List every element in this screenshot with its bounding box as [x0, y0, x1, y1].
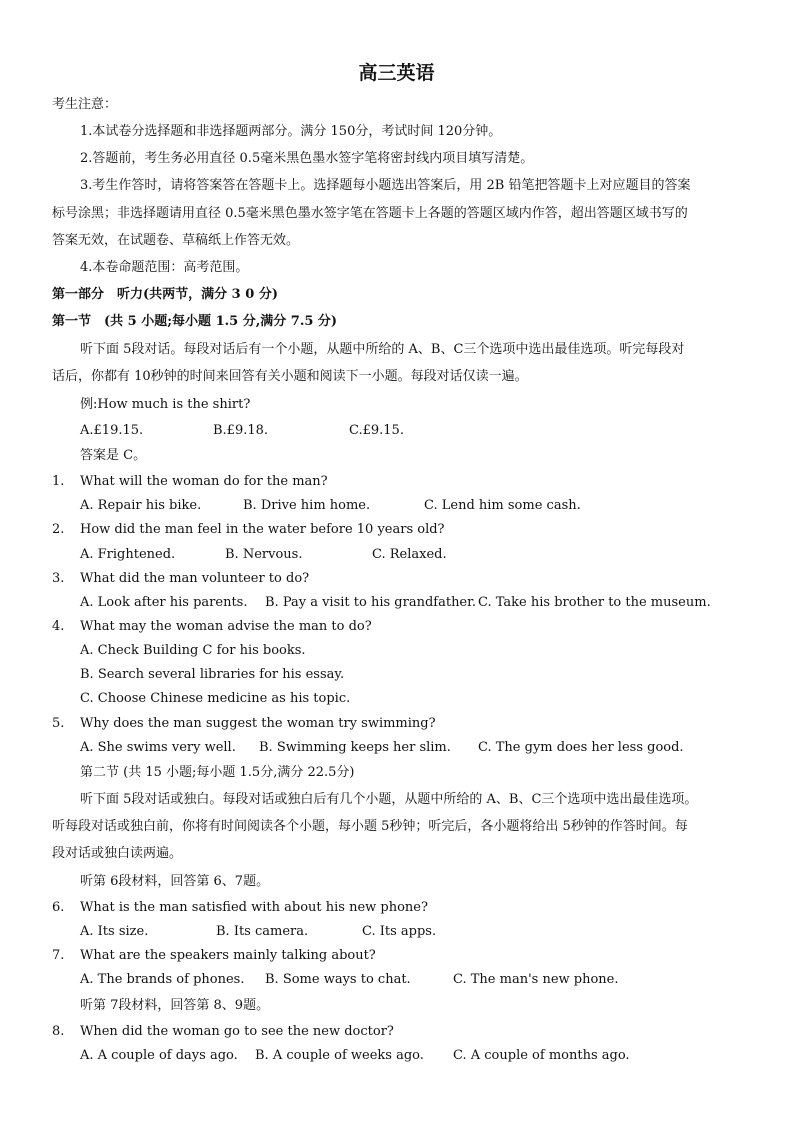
question-text: What will the woman do for the man? — [80, 474, 328, 489]
section2-instruction-line-2: 听每段对话或独白前，你将有时间阅读各个小题，每小题 5秒钟；听完后，各小题将给出 5秒钟的作答时间。每 — [52, 819, 688, 834]
question-number: 1. — [52, 474, 65, 489]
question-text: What did the man volunteer to do? — [80, 571, 310, 586]
question-text: How did the man feel in the water before 10 years old? — [80, 522, 445, 537]
option-b: B. Its camera. — [216, 924, 309, 939]
section2-instruction-line-3: 段对话或独白读两遍。 — [52, 846, 183, 861]
notice-item-3-line-2: 标号涂黑；非选择题请用直径 0.5毫米黑色墨水签字笔在答题卡上各题的答题区域内作答，超出答题区域书写的 — [52, 206, 688, 221]
question-number: 7. — [52, 948, 65, 963]
question-text: What is the man satisfied with about his new phone? — [80, 900, 428, 915]
section2-instruction-line-1: 听下面 5段对话或独白。每段对话或独白后有几个小题，从题中所给的 A、B、C三个选项中选出最佳选项。 — [80, 792, 698, 807]
option-c: C. Lend him some cash. — [424, 498, 581, 513]
option-c: C. A couple of months ago. — [453, 1048, 630, 1063]
option-a: A. Check Building C for his books. — [80, 643, 306, 658]
option-a: A. Frightened. — [80, 547, 176, 562]
option-b: B. Nervous. — [225, 547, 303, 562]
question-text: What are the speakers mainly talking about? — [80, 948, 376, 963]
option-c: C. Its apps. — [362, 924, 437, 939]
notice-heading: 考生注意： — [52, 97, 118, 112]
notice-item-3-line-3: 答案无效，在试题卷、草稿纸上作答无效。 — [52, 233, 300, 248]
question-number: 4. — [52, 619, 65, 634]
question-number: 8. — [52, 1024, 65, 1039]
question-number: 3. — [52, 571, 65, 586]
option-c: C. The man's new phone. — [453, 972, 619, 987]
example-question: 例:How much is the shirt? — [80, 397, 251, 412]
option-b: B. Drive him home. — [243, 498, 371, 513]
option-b: B. Search several libraries for his essay. — [80, 667, 345, 682]
option-a: A. She swims very well. — [80, 740, 236, 755]
question-text: What may the woman advise the man to do? — [80, 619, 372, 634]
question-number: 2. — [52, 522, 65, 537]
notice-item-3-line-1: 3.考生作答时，请将答案答在答题卡上。选择题每小题选出答案后，用 2B 铅笔把答题卡上对应题目的答案 — [80, 178, 691, 193]
option-a: A. The brands of phones. — [80, 972, 245, 987]
option-c: C. Take his brother to the museum. — [478, 595, 711, 610]
example-option-a: A.£19.15. — [80, 423, 144, 438]
option-b: B. Pay a visit to his grandfather. — [265, 595, 477, 610]
page-title: 高三英语 — [358, 62, 435, 84]
option-a: A. A couple of days ago. — [80, 1048, 238, 1063]
option-c: C. Choose Chinese medicine as his topic. — [80, 691, 351, 706]
option-b: B. A couple of weeks ago. — [255, 1048, 424, 1063]
option-a: A. Its size. — [80, 924, 149, 939]
notice-item-4: 4.本卷命题范围：高考范围。 — [80, 260, 249, 275]
question-number: 6. — [52, 900, 65, 915]
question-text: Why does the man suggest the woman try swimming? — [80, 716, 436, 731]
option-a: A. Repair his bike. — [80, 498, 202, 513]
option-c: C. Relaxed. — [372, 547, 447, 562]
section2-heading: 第二节 (共 15 小题;每小题 1.5分,满分 22.5分) — [80, 765, 355, 780]
question-text: When did the woman go to see the new doctor? — [80, 1024, 394, 1039]
option-b: B. Some ways to chat. — [265, 972, 411, 987]
material-7-instruction: 听第 7段材料，回答第 8、9题。 — [80, 998, 270, 1013]
part1-heading: 第一部分 听力(共两节，满分 3 0 分) — [52, 287, 278, 302]
notice-item-2: 2.答题前，考生务必用直径 0.5毫米黑色墨水签字笔将密封线内项目填写清楚。 — [80, 151, 534, 166]
example-option-c: C.£9.15. — [349, 423, 404, 438]
section1-heading: 第一节 (共 5 小题;每小题 1.5 分,满分 7.5 分) — [52, 314, 338, 329]
notice-item-1: 1.本试卷分选择题和非选择题两部分。满分 150分，考试时间 120分钟。 — [80, 124, 502, 139]
section1-instruction-line-2: 话后，你都有 10秒钟的时间来回答有关小题和阅读下一小题。每段对话仅读一遍。 — [52, 369, 528, 384]
question-number: 5. — [52, 716, 65, 731]
material-6-instruction: 听第 6段材料，回答第 6、7题。 — [80, 874, 270, 889]
option-c: C. The gym does her less good. — [478, 740, 684, 755]
option-b: B. Swimming keeps her slim. — [259, 740, 451, 755]
example-option-b: B.£9.18. — [213, 423, 269, 438]
option-a: A. Look after his parents. — [80, 595, 248, 610]
section1-instruction-line-1: 听下面 5段对话。每段对话后有一个小题，从题中所给的 A、B、C三个选项中选出最佳选项。听完每段对 — [80, 342, 685, 357]
example-answer: 答案是 C。 — [80, 448, 147, 463]
